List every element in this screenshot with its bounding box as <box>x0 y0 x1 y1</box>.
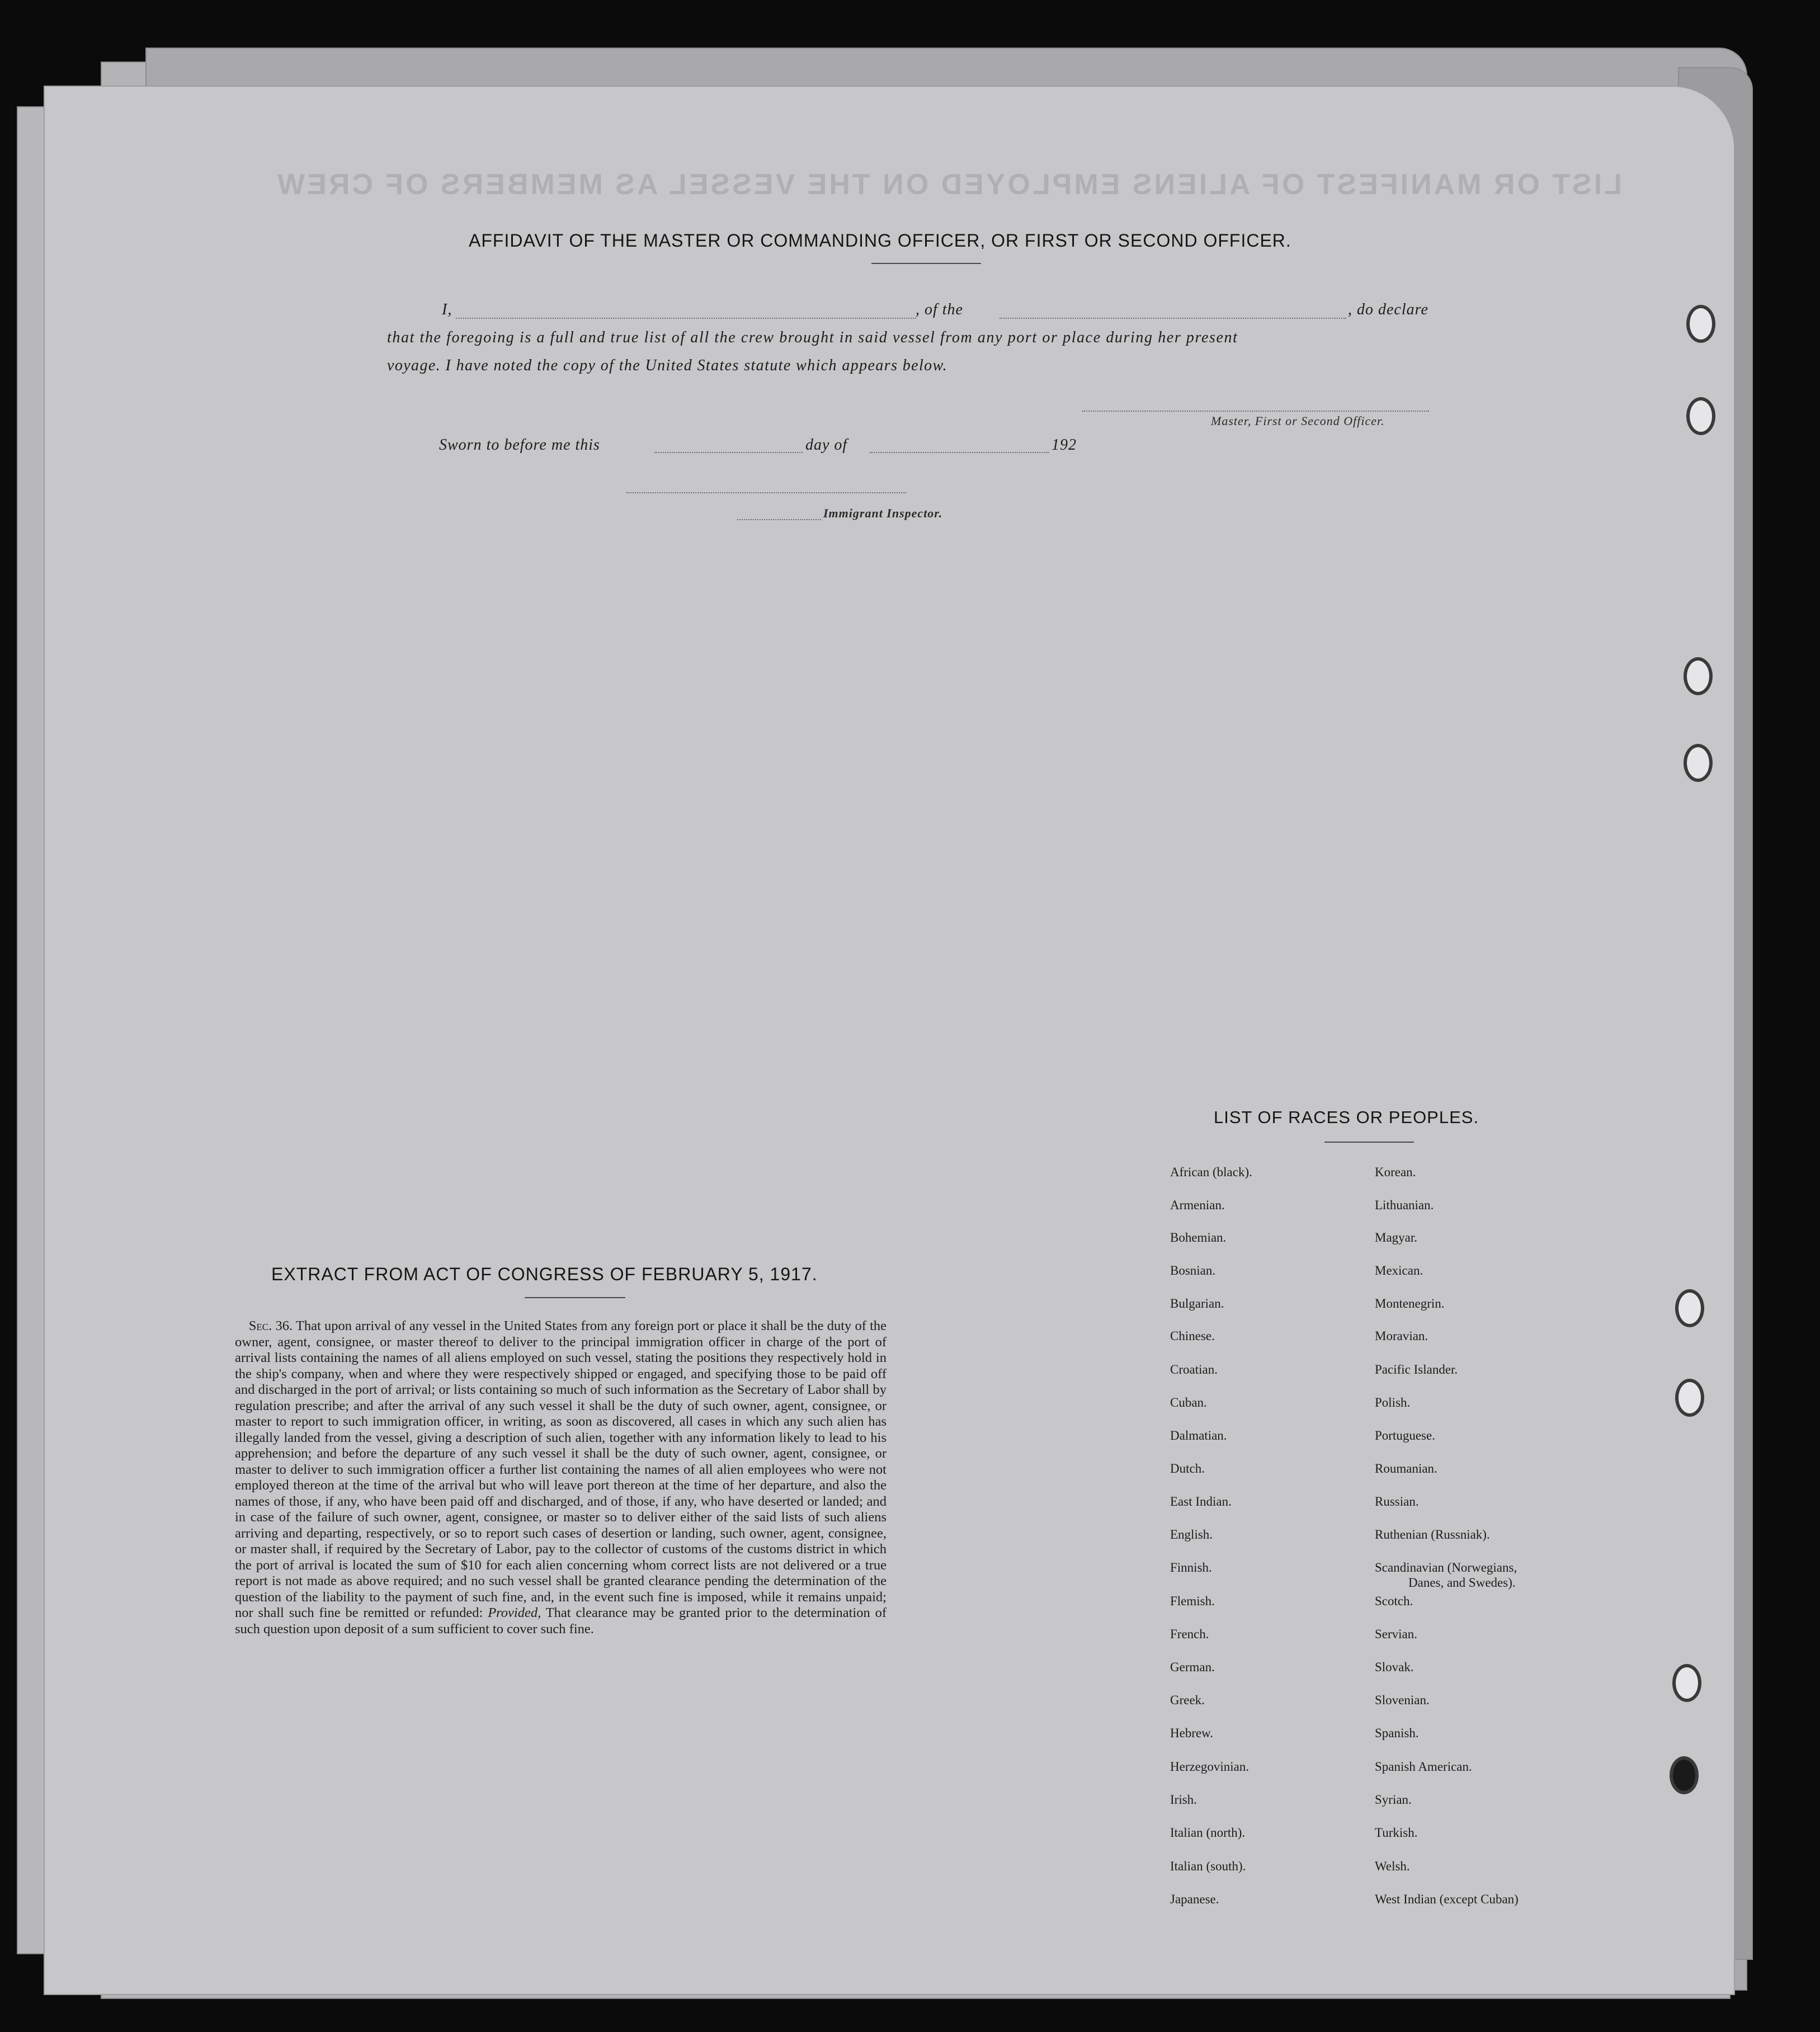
races-title: LIST OF RACES OR PEOPLES. <box>1214 1107 1479 1127</box>
race-item: Hebrew. <box>1170 1726 1214 1740</box>
race-item: Portuguese. <box>1375 1428 1435 1442</box>
race-item: Dutch. <box>1170 1461 1205 1475</box>
extract-title: EXTRACT FROM ACT OF CONGRESS OF FEBRUARY 5, 1917. <box>271 1264 818 1284</box>
race-item: Herzegovinian. <box>1170 1760 1250 1774</box>
extract-body-end: That clearance may be granted prior to the determination of such question upon deposit of a sum sufficient to cover such fine. <box>235 1605 887 1637</box>
race-item: Finnish. <box>1170 1560 1212 1574</box>
race-item: Cuban. <box>1170 1395 1207 1409</box>
declare-label: , do declare <box>1348 301 1428 318</box>
affidavit-title: AFFIDAVIT OF THE MASTER OR COMMANDING OFFICER, OR FIRST OR SECOND OFFICER. <box>469 230 1291 251</box>
binder-hole <box>1684 657 1713 695</box>
race-item: French. <box>1170 1627 1209 1641</box>
vessel-name-field[interactable] <box>999 318 1346 319</box>
race-item: Italian (north). <box>1170 1826 1246 1840</box>
race-item: Armenian. <box>1170 1198 1225 1212</box>
race-item: Korean. <box>1375 1165 1416 1179</box>
race-item: East Indian. <box>1170 1494 1232 1508</box>
race-item: Greek. <box>1170 1693 1205 1707</box>
binder-hole <box>1672 1664 1701 1702</box>
race-item: Turkish. <box>1375 1826 1418 1840</box>
inspector-label: Immigrant Inspector. <box>823 506 943 520</box>
sworn-label: Sworn to before me this <box>439 436 600 454</box>
extract-title-rule <box>525 1297 625 1298</box>
affidavit-line-2: that the foregoing is a full and true list of all the crew brought in said vessel from any port or place during her present <box>387 329 1238 346</box>
provided-label: Provided, <box>488 1605 541 1620</box>
race-item: Russian. <box>1375 1494 1419 1508</box>
race-item: Ruthenian (Russniak). <box>1375 1527 1490 1541</box>
vessel-label: , of the <box>916 301 963 318</box>
inspector-name-field[interactable] <box>737 519 821 520</box>
race-item: Danes, and Swedes). <box>1408 1576 1516 1590</box>
race-item: English. <box>1170 1527 1213 1541</box>
race-item: Irish. <box>1170 1793 1197 1807</box>
race-item: Welsh. <box>1375 1859 1410 1873</box>
race-item: Bulgarian. <box>1170 1296 1224 1310</box>
section-label: Sec. 36. <box>248 1318 293 1333</box>
race-item: Spanish American. <box>1375 1760 1472 1774</box>
race-item: African (black). <box>1170 1165 1252 1179</box>
race-item: Moravian. <box>1375 1329 1428 1343</box>
declarant-label: I, <box>442 301 452 318</box>
binder-hole <box>1684 744 1713 782</box>
race-item: Mexican. <box>1375 1263 1423 1277</box>
day-of-label: day of <box>805 436 848 454</box>
race-item: Dalmatian. <box>1170 1428 1227 1442</box>
race-item: Lithuanian. <box>1375 1198 1434 1212</box>
race-item: Scotch. <box>1375 1594 1413 1608</box>
race-item: Chinese. <box>1170 1329 1215 1343</box>
race-item: Flemish. <box>1170 1594 1215 1608</box>
signature-field[interactable] <box>1082 411 1429 412</box>
race-item: Italian (south). <box>1170 1859 1246 1873</box>
binder-hole <box>1670 1756 1699 1794</box>
affidavit-line-3: voyage. I have noted the copy of the United States statute which appears below. <box>387 357 947 374</box>
race-item: Spanish. <box>1375 1726 1419 1740</box>
extract-text <box>235 1318 887 1637</box>
race-item: Syrian. <box>1375 1793 1412 1807</box>
race-item: Servian. <box>1375 1627 1418 1641</box>
race-item: Bosnian. <box>1170 1263 1216 1277</box>
sworn-month-field[interactable] <box>870 452 1049 453</box>
race-item: Slovak. <box>1375 1660 1414 1674</box>
race-item: Magyar. <box>1375 1230 1418 1244</box>
race-item: Scandinavian (Norwegians, <box>1375 1560 1517 1574</box>
binder-hole <box>1675 1379 1704 1417</box>
bleed-through-text: LIST OR MANIFEST OF ALIENS EMPLOYED ON THE VESSEL AS MEMBERS OF CREW <box>275 168 1622 201</box>
race-item: German. <box>1170 1660 1215 1674</box>
races-title-rule <box>1324 1142 1414 1143</box>
race-item: Montenegrin. <box>1375 1296 1445 1310</box>
race-item: Japanese. <box>1170 1892 1219 1906</box>
inspector-signature-field[interactable] <box>626 492 906 493</box>
binder-hole <box>1675 1289 1704 1327</box>
binder-hole <box>1686 397 1715 435</box>
race-item: Bohemian. <box>1170 1230 1227 1244</box>
extract-body: That upon arrival of any vessel in the United States from any foreign port or place it shall be the duty of the owner, agent, consignee, or master thereof to deliver to the principal immigration officer in charge of the port of arrival lists containing the names of all aliens employed on such vessel, stating the positions they respectively hold in the ship's company, when and where they were respectively shipped or engaged, and specifying those to be paid off and discharged in the port of arrival; or lists containing so much of such information as the Secretary of Labor shall by regulation prescribe; and after the arrival of any such vessel it shall be the duty of such owner, agent, consignee, or master to report to such immigration officer, in writing, as soon as discovered, all cases in which any such alien has illegally landed from the vessel, giving a description of such alien, together with any information likely to lead to his apprehension; and before the departure of any such vessel it shall be the duty of such owner, agent, consignee, or master to deliver to such immigration officer a further list containing the names of all alien employees who were not employed thereon at the time of the arrival but who will leave port thereon at the time of her departure, and also the names of those, if any, who have been paid off and discharged, and of those, if any, who have deserted or landed; and in case of the failure of such owner, agent, consignee, or master so to deliver either of the said lists of such aliens arriving and departing, respectively, or so to report such cases of desertion or landing, such owner, agent, consignee, or master shall, if required by the Secretary of Labor, pay to the collector of customs of the customs district in which the port of arrival is located the sum of $10 for each alien concerning whom correct lists are not delivered or a true report is not made as above required; and no such vessel shall be granted clearance pending the determination of the question of the liability to the payment of such fine, and, in the event such fine is imposed, while it remains unpaid; nor shall such fine be remitted or refunded: <box>235 1318 887 1620</box>
declarant-name-field[interactable] <box>456 318 916 319</box>
binder-hole <box>1686 305 1715 343</box>
race-item: Roumanian. <box>1375 1461 1437 1475</box>
signature-label: Master, First or Second Officer. <box>1211 414 1385 428</box>
race-item: Polish. <box>1375 1395 1411 1409</box>
race-item: Pacific Islander. <box>1375 1362 1458 1376</box>
race-item: Slovenian. <box>1375 1693 1430 1707</box>
race-item: West Indian (except Cuban) <box>1375 1892 1519 1906</box>
race-item: Croatian. <box>1170 1362 1218 1376</box>
sworn-day-field[interactable] <box>654 452 803 453</box>
year-label: 192 <box>1052 436 1077 454</box>
title-rule <box>871 263 981 264</box>
